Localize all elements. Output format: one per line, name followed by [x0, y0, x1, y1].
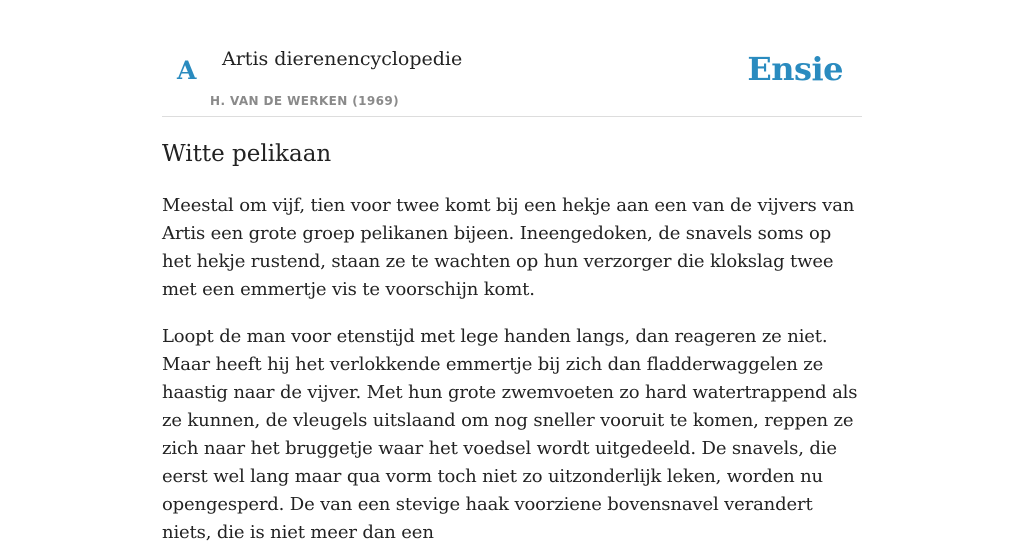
article-title: Witte pelikaan — [162, 141, 332, 167]
book-letter-link[interactable]: A — [177, 56, 197, 85]
book-header — [162, 0, 862, 117]
article-paragraph-1: Meestal om vijf, tien voor twee komt bij een hekje aan een van de vijvers van Artis een grote groep pelikanen bijeen. Ineengedoken, de snavels soms op het hekje rustend, staan ze te wachten op hun verzorger die klokslag twee met een emmertje vis te voorschijn komt. — [162, 195, 855, 300]
ensie-logo-link[interactable]: Ensie — [747, 50, 843, 88]
book-author: H. VAN DE WERKEN (1969) — [210, 94, 400, 108]
article — [162, 138, 862, 547]
article-paragraph-2: Loopt de man voor etenstijd met lege handen langs, dan reageren ze niet. Maar heeft hij het verlokkende emmertje bij zich dan fladderwaggelen ze haastig naar de vijver. Met hun grote zwemvoeten zo hard watertrappend als ze kunnen, de vleugels uitslaand om nog sneller vooruit te komen, reppen ze zich naar het bruggetje waar het voedsel wordt uitgedeeld. De snavels, die eerst wel lang maar qua vorm toch niet zo uitzonderlijk leken, worden nu opengesperd. De van een stevige haak voorziene bovensnavel verandert niets, die is niet meer dan een — [162, 326, 858, 543]
book-title-link[interactable]: Artis dierenencyclopedie — [222, 48, 463, 70]
